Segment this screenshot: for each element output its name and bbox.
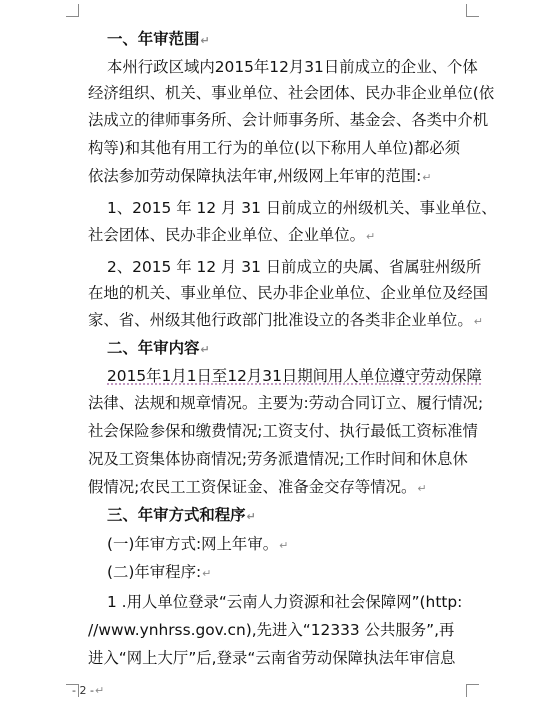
text-line: 在地的机关、事业单位、民办非企业单位、企业单位及经国 [88, 284, 489, 302]
text-line: 构等)和其他有用工行为的单位(以下称用人单位)都必须 [88, 139, 460, 157]
paragraph-mark-icon: ↵ [200, 343, 210, 356]
section-heading-content: 二、年审内容↵ [107, 339, 210, 357]
paragraph-mark-icon: ↵ [200, 34, 210, 47]
text-line: 进入“网上大厅”后,登录“云南省劳动保障执法年审信息 [88, 649, 456, 667]
text-line: 况及工资集体协商情况;劳务派遣情况;工作时间和休息休 [88, 450, 468, 468]
page-number: - 2 - [72, 684, 94, 697]
paragraph-mark-icon: ↵ [473, 315, 483, 328]
paragraph-mark-icon: ↵ [417, 482, 427, 495]
text-line: //www.ynhrss.gov.cn),先进入“12333 公共服务”,再 [88, 621, 455, 639]
crop-mark-bottom-right [466, 684, 479, 697]
text-line: 家、省、州级其他行政部门批准设立的各类非企业单位。↵ [88, 311, 483, 329]
page-footer [72, 684, 104, 697]
paragraph-mark-icon: ↵ [202, 567, 212, 580]
text-line: 法成立的律师事务所、会计师事务所、基金会、各类中介机 [88, 111, 489, 129]
paragraph-mark-icon: ↵ [279, 539, 289, 552]
text-line: 1、2015 年 12 月 31 日前成立的州级机关、事业单位、 [107, 199, 497, 217]
text-line: 假情况;农民工工资保证金、准备金交存等情况。↵ [88, 478, 427, 496]
section-heading-scope: 一、年审范围↵ [107, 30, 210, 48]
crop-mark-top-right [466, 4, 479, 17]
section-heading-method: 三、年审方式和程序↵ [107, 506, 256, 524]
paragraph-mark-icon: ↵ [422, 171, 432, 184]
text-line: 社会保险参保和缴费情况;工资支付、执行最低工资标准情 [88, 422, 478, 440]
paragraph-mark-icon: ↵ [94, 684, 105, 697]
text-line: (二)年审程序:↵ [107, 563, 212, 581]
text-line: 2、2015 年 12 月 31 日前成立的央属、省属驻州级所 [107, 258, 482, 276]
text-line: 法律、法规和规章情况。主要为:劳动合同订立、履行情况; [88, 394, 484, 412]
text-line: 本州行政区域内2015年12月31日前成立的企业、个体 [107, 58, 478, 76]
crop-mark-top-left [66, 4, 79, 17]
text-line: 社会团体、民办非企业单位、企业单位。↵ [88, 226, 376, 244]
paragraph-mark-icon: ↵ [366, 230, 376, 243]
text-line: (一)年审方式:网上年审。↵ [107, 535, 289, 553]
paragraph-mark-icon: ↵ [246, 510, 256, 523]
text-line: 经济组织、机关、事业单位、社会团体、民办非企业单位(依 [88, 84, 495, 102]
text-line: 依法参加劳动保障执法年审,州级网上年审的范围:↵ [88, 167, 432, 185]
text-line: 2015年1月1日至12月31日期间用人单位遵守劳动保障 [107, 367, 482, 385]
text-line: 1 .用人单位登录“云南人力资源和社会保障网”(http: [107, 593, 463, 611]
